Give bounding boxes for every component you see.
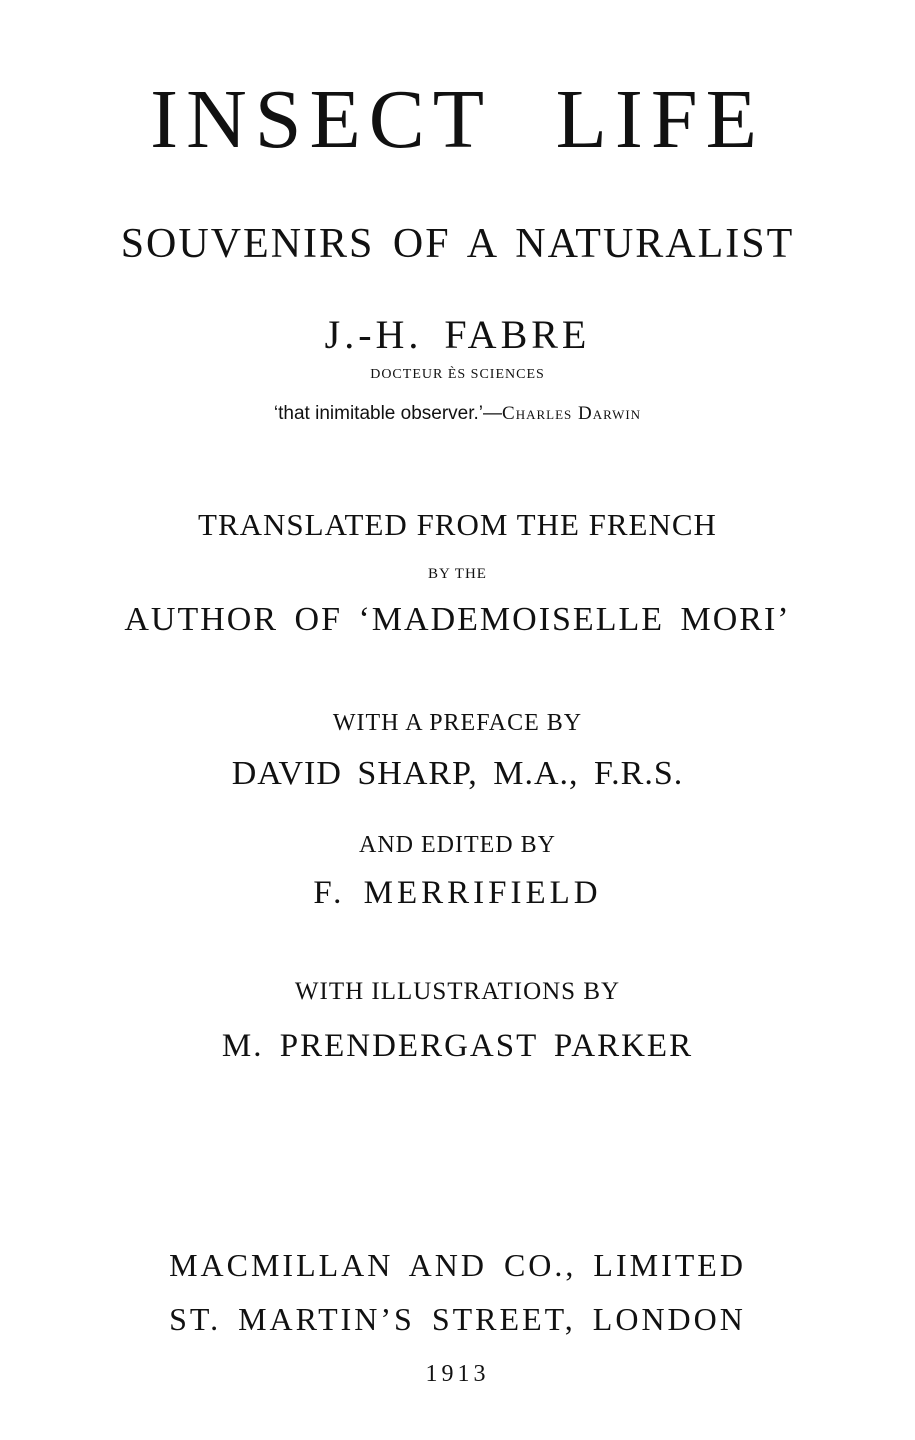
book-subtitle: SOUVENIRS OF A NATURALIST — [120, 221, 795, 267]
translator-name: AUTHOR OF ‘MADEMOISELLE MORI’ — [124, 601, 791, 638]
by-the-label: BY THE — [428, 566, 487, 582]
publisher-address: ST. MARTIN’S STREET, LONDON — [169, 1301, 746, 1337]
author-name: J.-H. FABRE — [324, 312, 591, 357]
illustrations-label: WITH ILLUSTRATIONS BY — [294, 978, 621, 1005]
epigraph-text: ‘that inimitable observer.’— — [273, 403, 503, 424]
author-degree: DOCTEUR ÈS SCIENCES — [370, 367, 545, 382]
illustrator-name: M. PRENDERGAST PARKER — [221, 1028, 694, 1064]
publisher-name: MACMILLAN AND CO., LIMITED — [169, 1247, 746, 1283]
edited-label: AND EDITED BY — [359, 832, 556, 858]
epigraph — [0, 404, 915, 423]
book-title: INSECT LIFE — [150, 73, 765, 166]
epigraph-attribution: Charles Darwin — [502, 403, 642, 424]
preface-author: DAVID SHARP, M.A., F.R.S. — [231, 755, 684, 792]
publication-year: 1913 — [425, 1361, 490, 1387]
preface-label: WITH A PREFACE BY — [332, 710, 583, 736]
translation-note: TRANSLATED FROM THE FRENCH — [198, 507, 717, 542]
editor-name: F. MERRIFIELD — [313, 875, 602, 911]
